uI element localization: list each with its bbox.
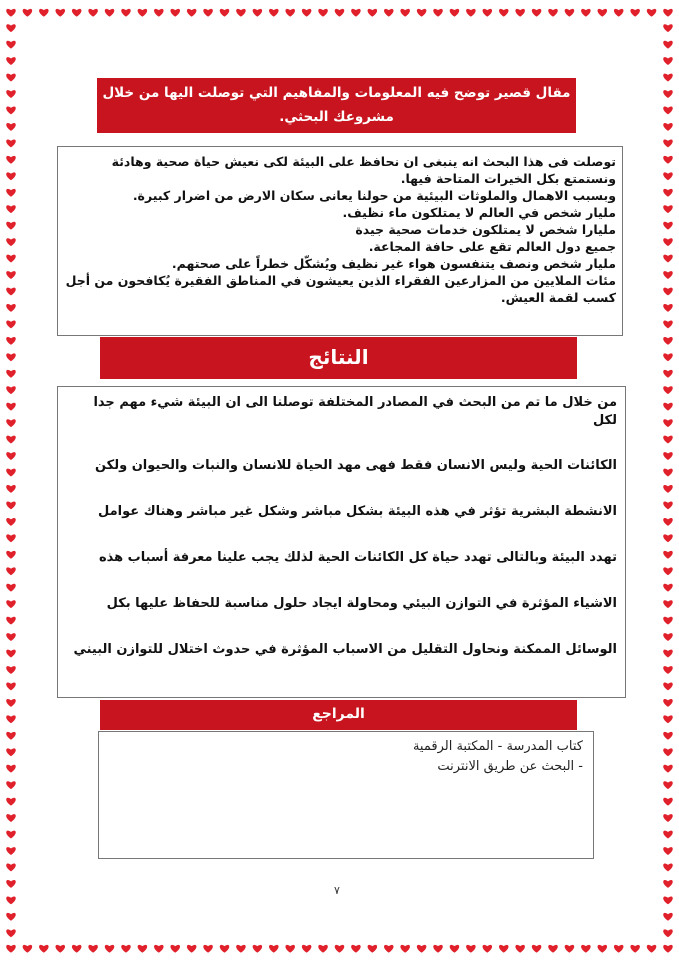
heart-icon <box>663 699 673 707</box>
heart-icon <box>138 945 148 953</box>
heart-icon <box>499 9 509 17</box>
heart-icon <box>6 715 16 723</box>
heart-icon <box>663 896 673 904</box>
heart-icon <box>565 945 575 953</box>
heart-icon <box>663 419 673 427</box>
heart-icon <box>6 814 16 822</box>
heart-icon <box>6 139 16 147</box>
heart-icon <box>220 945 230 953</box>
results-line: من خلال ما تم من البحث في المصادر المختلفة توصلنا الى ان البيئة شيء مهم جدا لكل <box>93 395 617 428</box>
heart-icon <box>39 9 49 17</box>
intro-line: مئات الملايين من المزارعين الفقراء الذين يعيشون في المناطق الفقيرة يُكافحون من أجل كسب لقمة العيش. <box>65 273 616 305</box>
intro-line: مليارا شخص لا يمتلكون خدمات صحية جيدة <box>355 222 616 237</box>
heart-icon <box>663 255 673 263</box>
heart-icon <box>384 945 394 953</box>
heart-icon <box>483 9 493 17</box>
heart-icon <box>6 419 16 427</box>
heart-icon <box>663 683 673 691</box>
heart-icon <box>663 518 673 526</box>
intro-line: مليار شخص في العالم لا يمتلكون ماء نظيف. <box>342 205 616 220</box>
heart-icon <box>6 436 16 444</box>
heart-icon <box>187 945 197 953</box>
heart-icon <box>6 732 16 740</box>
heart-icon <box>548 9 558 17</box>
heart-icon <box>6 288 16 296</box>
heart-icon <box>6 370 16 378</box>
heart-icon <box>335 945 345 953</box>
heart-icon <box>663 469 673 477</box>
heart-icon <box>6 222 16 230</box>
heart-icon <box>88 9 98 17</box>
heart-icon <box>253 945 263 953</box>
results-line: الانشطة البشرية تؤثر في هذه البيئة بشكل مباشر وشكل غير مباشر وهناك عوامل <box>98 504 617 519</box>
heart-icon <box>663 386 673 394</box>
reference-item: - البحث عن طريق الانترنت <box>437 759 583 774</box>
heart-icon <box>663 929 673 937</box>
heart-icon <box>663 880 673 888</box>
references-box <box>98 731 594 859</box>
heart-icon <box>663 913 673 921</box>
heart-icon <box>6 156 16 164</box>
heart-icon <box>6 534 16 542</box>
heart-icon <box>121 945 131 953</box>
heart-icon <box>515 945 525 953</box>
heart-icon <box>6 864 16 872</box>
heart-icon <box>581 945 591 953</box>
heart-icon <box>515 9 525 17</box>
heart-icon <box>663 584 673 592</box>
heart-icon <box>663 650 673 658</box>
heart-icon <box>6 683 16 691</box>
heart-icon <box>663 798 673 806</box>
heart-icon <box>598 9 608 17</box>
heart-icon <box>6 567 16 575</box>
heart-icon <box>6 320 16 328</box>
heart-icon <box>663 320 673 328</box>
heart-icon <box>6 90 16 98</box>
heart-icon <box>6 189 16 197</box>
heart-icon <box>663 271 673 279</box>
heart-icon <box>154 9 164 17</box>
heart-icon <box>302 9 312 17</box>
heart-icon <box>351 9 361 17</box>
heart-icon <box>417 9 427 17</box>
heart-icon <box>6 353 16 361</box>
heart-icon <box>6 666 16 674</box>
heart-icon <box>6 896 16 904</box>
heart-icon <box>433 9 443 17</box>
heart-icon <box>663 945 673 953</box>
heart-icon <box>6 831 16 839</box>
heart-icon <box>663 370 673 378</box>
heart-icon <box>6 452 16 460</box>
heart-icon <box>6 798 16 806</box>
heart-icon <box>56 945 66 953</box>
heart-icon <box>663 304 673 312</box>
heart-icon <box>6 172 16 180</box>
heart-icon <box>647 9 657 17</box>
heart-icon <box>88 945 98 953</box>
intro-heading: مقال قصير توضح فيه المعلومات والمفاهيم التي توصلت اليها من خلال مشروعك البحثي. <box>97 78 576 133</box>
heart-icon <box>663 617 673 625</box>
heart-icon <box>6 9 16 17</box>
heart-icon <box>663 831 673 839</box>
heart-icon <box>663 205 673 213</box>
heart-icon <box>6 781 16 789</box>
heart-icon <box>663 814 673 822</box>
heart-icon <box>39 945 49 953</box>
heart-icon <box>6 403 16 411</box>
heart-icon <box>6 41 16 49</box>
heart-icon <box>72 945 82 953</box>
heart-icon <box>598 945 608 953</box>
heart-icon <box>6 74 16 82</box>
heart-icon <box>614 9 624 17</box>
heart-icon <box>6 304 16 312</box>
heart-icon <box>663 139 673 147</box>
heart-icon <box>663 633 673 641</box>
heart-icon <box>105 945 115 953</box>
heart-icon <box>203 945 213 953</box>
heart-icon <box>170 945 180 953</box>
results-line: الكائنات الحية وليس الانسان فقط فهى مهد الحياة للانسان والنبات والحيوان ولكن <box>94 458 617 473</box>
heart-icon <box>663 288 673 296</box>
results-line: الاشياء المؤثرة في التوازن البيئي ومحاولة ايجاد حلول مناسبة للحفاظ عليها بكل <box>106 596 617 611</box>
heart-icon <box>6 123 16 131</box>
intro-line: جميع دول العالم تقع على حافة المجاعة. <box>368 239 616 254</box>
heart-icon <box>72 9 82 17</box>
heart-icon <box>236 9 246 17</box>
reference-item: كتاب المدرسة - المكتبة الرقمية <box>412 739 583 754</box>
heart-icon <box>663 765 673 773</box>
heart-icon <box>663 41 673 49</box>
heart-icon <box>269 9 279 17</box>
heart-icon <box>663 567 673 575</box>
heart-icon <box>663 485 673 493</box>
heart-icon <box>663 337 673 345</box>
heart-icon <box>663 847 673 855</box>
heart-icon <box>663 864 673 872</box>
heart-icon <box>351 945 361 953</box>
heart-icon <box>417 945 427 953</box>
heart-icon <box>663 238 673 246</box>
heart-icon <box>532 945 542 953</box>
heart-icon <box>663 452 673 460</box>
heart-icon <box>318 9 328 17</box>
heart-icon <box>6 107 16 115</box>
heart-icon <box>285 9 295 17</box>
heart-icon <box>400 945 410 953</box>
heart-icon <box>6 469 16 477</box>
heart-icon <box>663 748 673 756</box>
heart-icon <box>663 156 673 164</box>
heart-icon <box>663 781 673 789</box>
page-number: ٧ <box>334 884 340 897</box>
heart-icon <box>154 945 164 953</box>
heart-icon <box>368 9 378 17</box>
heart-icon <box>236 945 246 953</box>
results-text-box <box>57 386 626 698</box>
heart-icon <box>663 57 673 65</box>
heart-icon <box>56 9 66 17</box>
heart-icon <box>6 24 16 32</box>
heart-icon <box>663 24 673 32</box>
heart-icon <box>663 222 673 230</box>
heart-icon <box>203 9 213 17</box>
heart-icon <box>23 945 33 953</box>
heart-icon <box>138 9 148 17</box>
heart-icon <box>6 748 16 756</box>
heart-icon <box>6 386 16 394</box>
heart-icon <box>466 9 476 17</box>
heart-icon <box>663 666 673 674</box>
heart-icon <box>6 765 16 773</box>
heart-icon <box>433 945 443 953</box>
heart-icon <box>663 172 673 180</box>
heart-icon <box>663 534 673 542</box>
heart-icon <box>663 502 673 510</box>
heart-icon <box>253 9 263 17</box>
heart-icon <box>450 945 460 953</box>
heart-icon <box>663 600 673 608</box>
heart-icon <box>220 9 230 17</box>
references-heading: المراجع <box>100 700 577 730</box>
heart-icon <box>663 9 673 17</box>
intro-line: مليار شخص ونصف يتنفسون هواء غير نظيف ويُشكّل خطراً على صحتهم. <box>171 256 616 271</box>
heart-icon <box>663 123 673 131</box>
heart-icon <box>6 929 16 937</box>
heart-icon <box>6 945 16 953</box>
heart-icon <box>647 945 657 953</box>
heart-icon <box>384 9 394 17</box>
heart-icon <box>532 9 542 17</box>
heart-icon <box>285 945 295 953</box>
heart-icon <box>6 205 16 213</box>
heart-icon <box>400 9 410 17</box>
results-heading: النتائج <box>100 337 577 379</box>
heart-icon <box>565 9 575 17</box>
results-line: تهدد البيئة وبالتالى تهدد حياة كل الكائنات الحية لذلك يجب علينا معرفة أسباب هذه <box>98 550 617 565</box>
heart-icon <box>6 518 16 526</box>
intro-line: وبسبب الاهمال والملوثات البيئية من حولنا يعانى سكان الارض من اضرار كبيرة. <box>132 188 616 203</box>
heart-icon <box>663 107 673 115</box>
heart-icon <box>548 945 558 953</box>
heart-icon <box>6 551 16 559</box>
heart-icon <box>302 945 312 953</box>
heart-icon <box>6 485 16 493</box>
heart-icon <box>6 913 16 921</box>
results-line: الوسائل الممكنة ونحاول التقليل من الاسباب المؤثرة في حدوث اختلال للتوازن البيني <box>73 642 617 657</box>
heart-icon <box>663 189 673 197</box>
intro-text-box <box>57 146 623 336</box>
heart-icon <box>663 551 673 559</box>
heart-icon <box>105 9 115 17</box>
heart-icon <box>614 945 624 953</box>
heart-icon <box>6 650 16 658</box>
heart-icon <box>663 74 673 82</box>
heart-icon <box>269 945 279 953</box>
heart-icon <box>6 337 16 345</box>
heart-icon <box>6 617 16 625</box>
heart-icon <box>6 57 16 65</box>
heart-icon <box>6 502 16 510</box>
heart-icon <box>663 403 673 411</box>
heart-icon <box>6 633 16 641</box>
heart-icon <box>170 9 180 17</box>
heart-icon <box>6 271 16 279</box>
heart-icon <box>499 945 509 953</box>
heart-icon <box>335 9 345 17</box>
heart-icon <box>187 9 197 17</box>
heart-icon <box>23 9 33 17</box>
heart-icon <box>6 880 16 888</box>
heart-icon <box>318 945 328 953</box>
heart-icon <box>6 847 16 855</box>
heart-icon <box>466 945 476 953</box>
heart-icon <box>6 584 16 592</box>
heart-icon <box>663 90 673 98</box>
heart-icon <box>630 9 640 17</box>
heart-icon <box>368 945 378 953</box>
heart-icon <box>6 238 16 246</box>
intro-line: توصلت فى هذا البحث انه ينبغى ان نحافظ على البيئة لكى نعيش حياة صحية وهادئة ونستمتع بكل الخيرات المتاحة فيها. <box>111 154 616 186</box>
heart-icon <box>663 732 673 740</box>
heart-icon <box>663 436 673 444</box>
heart-icon <box>663 353 673 361</box>
heart-icon <box>483 945 493 953</box>
heart-icon <box>581 9 591 17</box>
heart-icon <box>6 255 16 263</box>
heart-icon <box>663 715 673 723</box>
heart-icon <box>121 9 131 17</box>
heart-icon <box>6 699 16 707</box>
heart-icon <box>630 945 640 953</box>
heart-icon <box>6 600 16 608</box>
heart-icon <box>450 9 460 17</box>
